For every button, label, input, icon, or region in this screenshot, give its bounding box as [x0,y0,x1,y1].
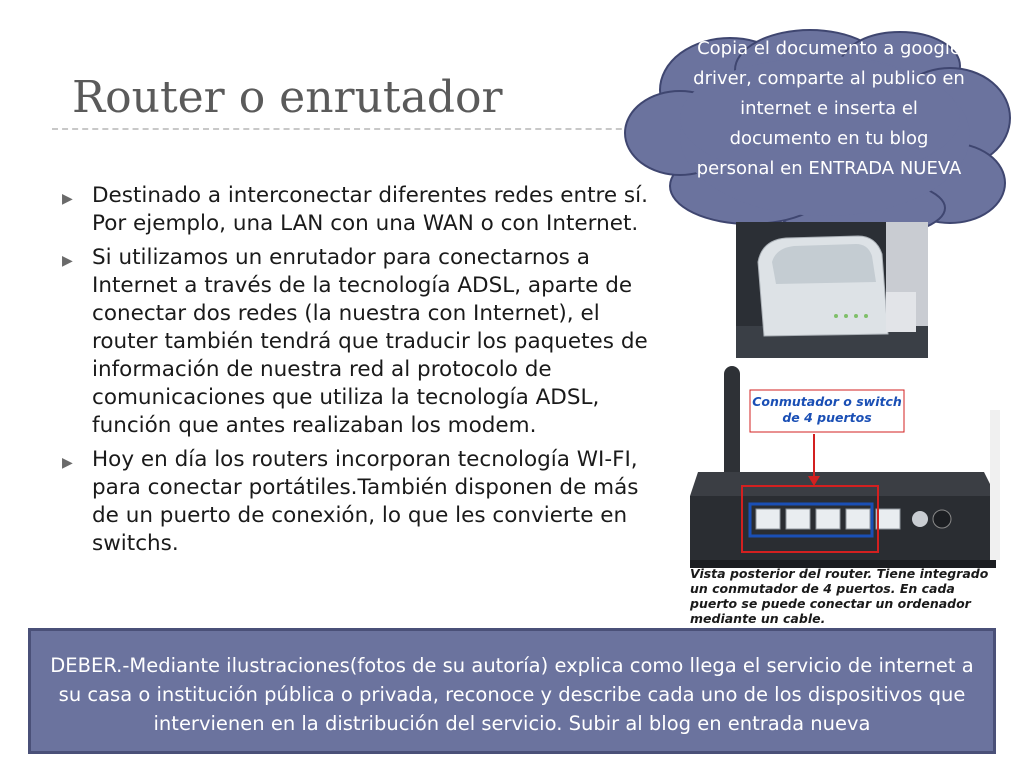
triangle-right-icon: ▶ [62,191,73,207]
cloud-callout-text: Copia el documento a google driver, comparte al publico en internet e inserta el documento en tu blog personal en ENTRADA NUEVA [693,38,965,179]
router-front-photo [736,222,928,358]
assignment-text: DEBER.-Mediante ilustraciones(fotos de su autoría) explica como llega el servicio de internet a su casa o institución pública o privada, reconoce y describe cada uno de los dispositivos que intervienen en la distribución del servicio. Subir al blog en entrada nueva [50,654,974,735]
triangle-right-icon: ▶ [62,253,73,269]
bullet-text: Hoy en día los routers incorporan tecnología WI-FI, para conectar portátiles.También disponen de más de un puerto de conexión, lo que les convierte en switchs. [92,447,639,556]
bullet-list [60,182,670,564]
bullet-item [60,244,670,440]
triangle-right-icon: ▶ [62,455,73,471]
title-divider [52,128,652,130]
slide-title: Router o enrutador [72,72,503,123]
photo-annotation: Conmutador o switch de 4 puertos [752,394,902,425]
bullet-item [60,446,670,558]
bullet-text: Si utilizamos un enrutador para conectarnos a Internet a través de la tecnología ADSL, aparte de conectar dos redes (la nuestra con Internet), el router también tendrá que traducir los paquetes de información de nuestra red al protocolo de comunicaciones que utiliza la tecnología ADSL, función que antes realizaban los modem. [92,245,648,438]
assignment-box [28,628,996,754]
bullet-text: Destinado a interconectar diferentes redes entre sí. Por ejemplo, una LAN con una WAN o con Internet. [92,183,648,236]
bullet-item [60,182,670,238]
photo-caption: Vista posterior del router. Tiene integrado un conmutador de 4 puertos. En cada puerto se puede conectar un ordenador mediante un cable. [690,566,989,626]
